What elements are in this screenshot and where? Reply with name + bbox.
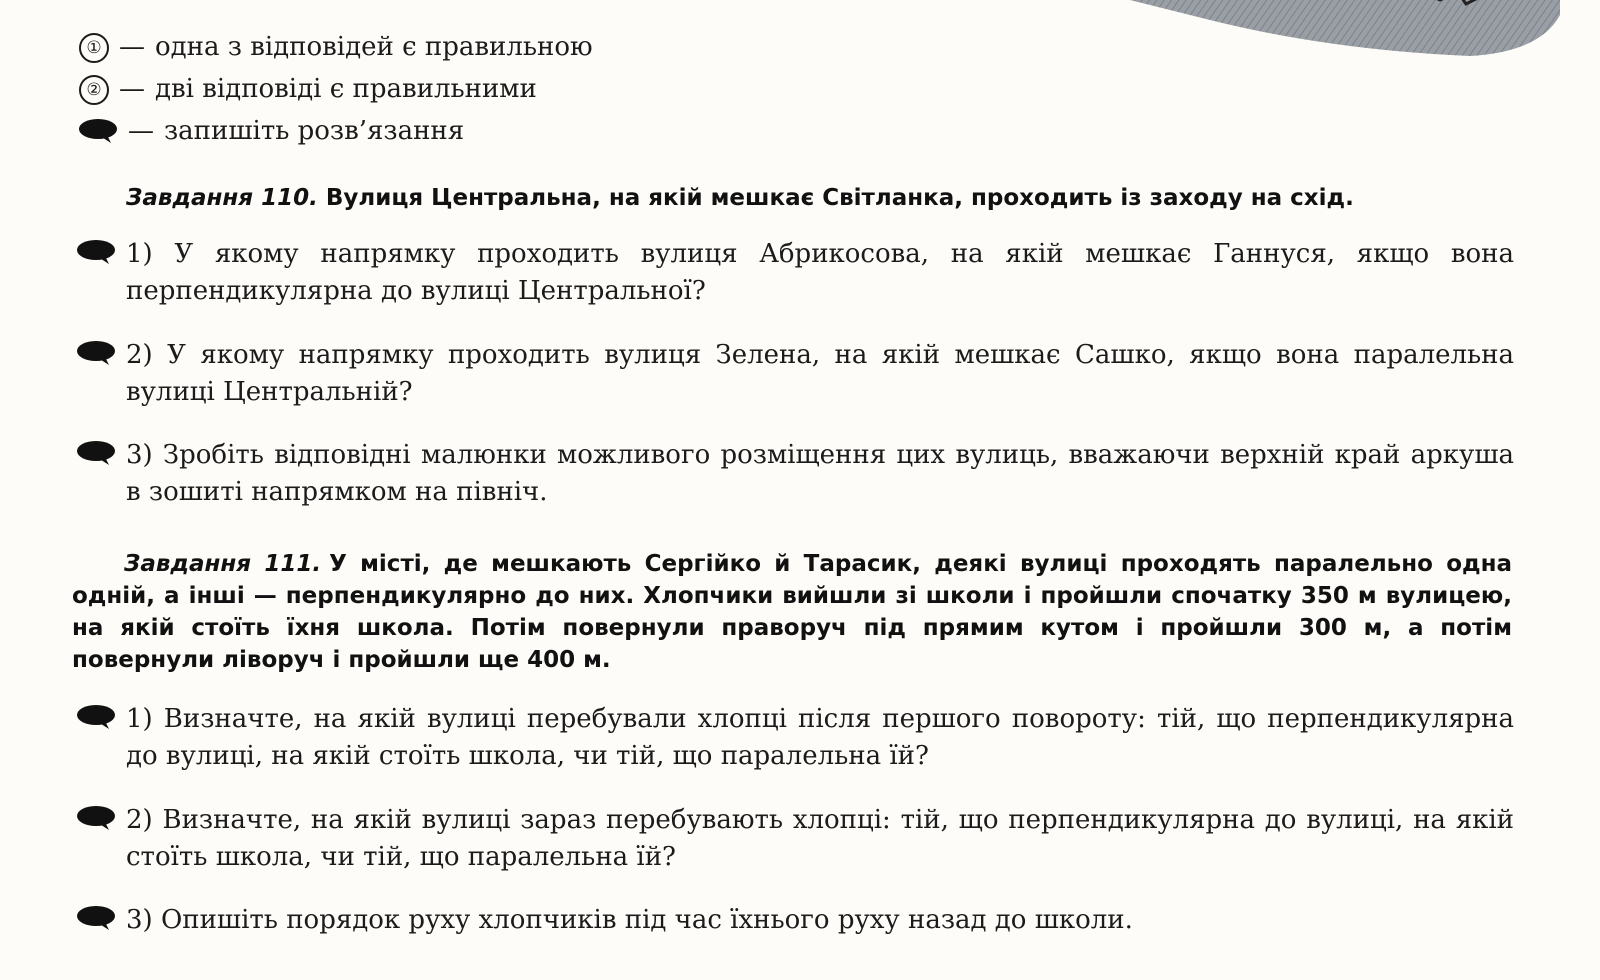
speech-bubble-icon	[76, 340, 116, 366]
legend-one-correct	[78, 31, 593, 63]
task-111-text: У місті, де мешкають Сергійко й Тарасик, деякі вулиці проходять паралельно одна одній, а інші — перпендикулярно до них. Хлопчики вийшли зі школи і пройшли спочатку 350 м вулицею, на якій стоїть їхня школа. Потім повернули праворуч під прямим кутом і пройшли 300 м, а потім повернули ліворуч і пройшли ще 400 м.	[72, 551, 1512, 673]
task-110-item-3-text: 3) Зробіть відповідні малюнки можливого розміщення цих вулиць, вважаючи верхній край аркуша в зошиті напрямком на північ.	[126, 440, 1514, 507]
task-111-item-2	[76, 802, 1514, 876]
task-110-heading	[126, 182, 1526, 214]
legend-two-correct	[78, 73, 537, 105]
task-110-label: Завдання 110.	[126, 185, 318, 211]
legend-write-solution-text: запишіть розв’язання	[164, 116, 465, 146]
task-110-item-1	[76, 236, 1514, 310]
legend-dash: —	[128, 116, 154, 146]
task-110-text: Вулиця Центральна, на якій мешкає Світланка, проходить із заходу на схід.	[325, 185, 1354, 211]
task-110-item-3	[76, 437, 1514, 511]
legend-dash: —	[119, 32, 145, 62]
task-111-item-2-text: 2) Визначте, на якій вулиці зараз перебувають хлопці: тій, що перпендикулярна до вулиці, на якій стоїть школа, чи тій, що паралельна їй?	[126, 805, 1514, 872]
task-110-item-1-text: 1) У якому напрямку проходить вулиця Абрикосова, на якій мешкає Ганнуся, якщо вона перпендикулярна до вулиці Центральної?	[126, 239, 1514, 306]
speech-bubble-icon	[76, 805, 116, 831]
circled-one-symbol: ①	[79, 33, 109, 63]
legend-dash: —	[119, 74, 145, 104]
task-111-item-3	[76, 902, 1514, 939]
task-111-item-3-text: 3) Опишіть порядок руху хлопчиків під час їхнього руху назад до школи.	[126, 905, 1133, 935]
task-111-item-1	[76, 701, 1514, 775]
task-111-heading	[72, 548, 1512, 676]
legend-write-solution	[78, 115, 464, 147]
task-111-label: Завдання 111.	[124, 551, 322, 577]
legend-two-correct-text: дві відповіді є правильними	[155, 74, 537, 104]
speech-bubble-icon	[76, 440, 116, 466]
task-110-item-2	[76, 337, 1514, 411]
speech-bubble-icon	[76, 704, 116, 730]
legend-one-correct-text: одна з відповідей є правильною	[155, 32, 593, 62]
corner-decoration	[1090, 0, 1560, 60]
speech-bubble-icon	[76, 905, 116, 931]
task-111-item-1-text: 1) Визначте, на якій вулиці перебували хлопці після першого повороту: тій, що перпендикулярна до вулиці, на якій стоїть школа, чи тій, що паралельна їй?	[126, 704, 1514, 771]
circled-two-symbol: ②	[79, 75, 109, 105]
speech-bubble-icon	[76, 239, 116, 265]
speech-bubble-icon	[78, 118, 118, 144]
task-110-item-2-text: 2) У якому напрямку проходить вулиця Зелена, на якій мешкає Сашко, якщо вона паралельна вулиці Центральній?	[126, 340, 1514, 407]
